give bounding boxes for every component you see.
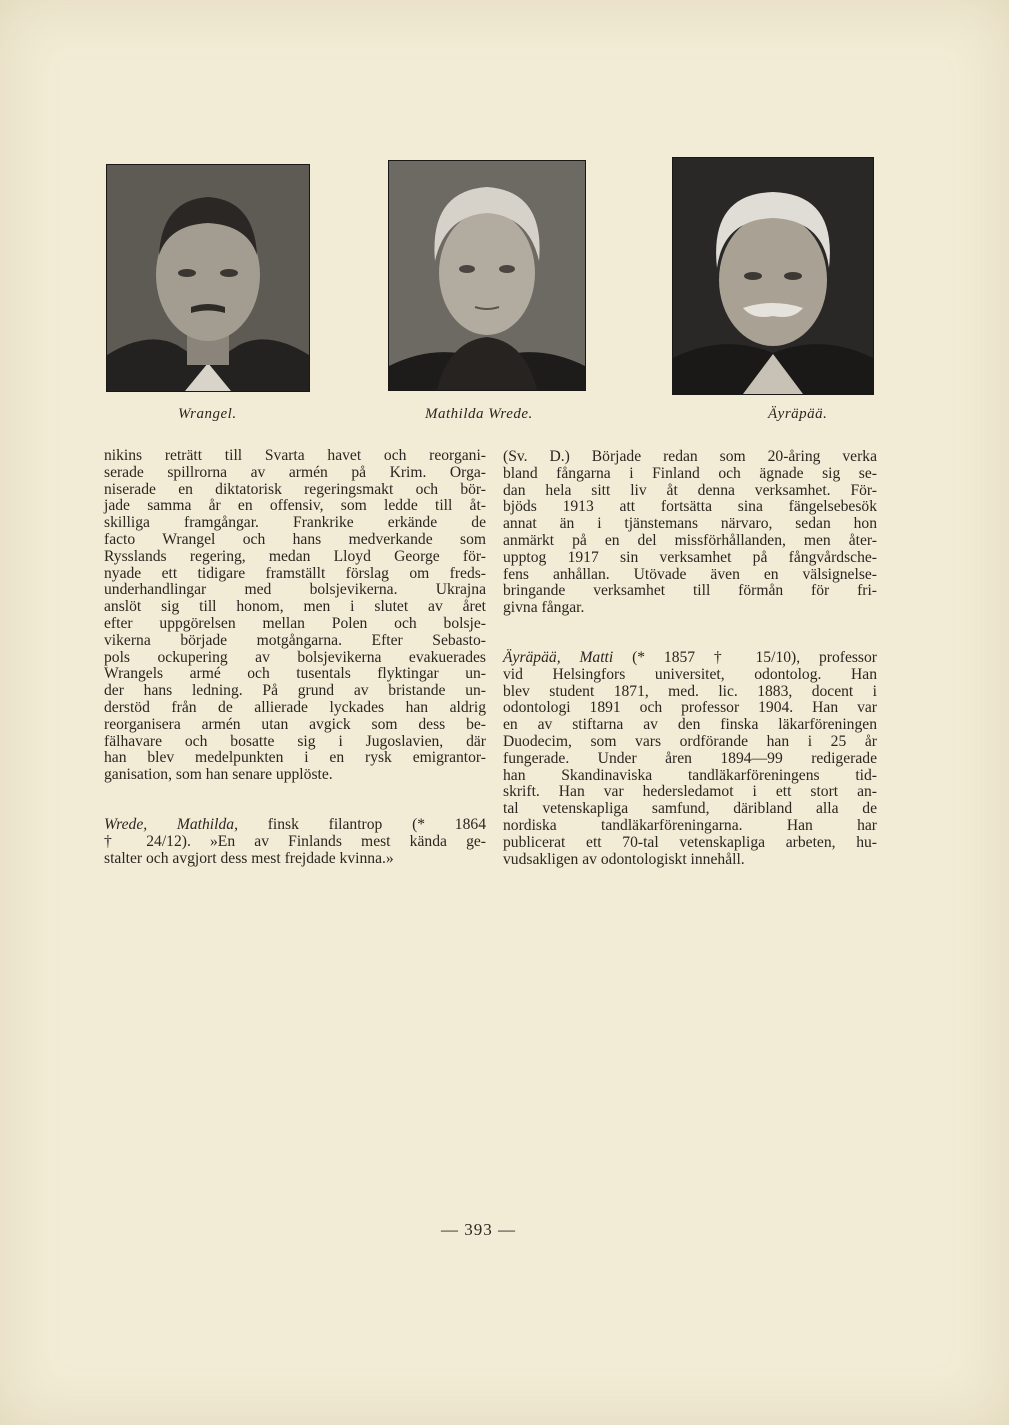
page-number: — 393 — [441,1220,516,1239]
text-line: nikins reträtt till Svarta havet och reorgani- [104,447,486,464]
text-line: jade samma år en offensiv, som ledde till åt- [104,497,486,515]
text-line: (Sv. D.) Började redan som 20-åring verka [503,448,877,465]
text-line: upptog 1917 sin verksamhet på fångvårdsche- [503,548,877,566]
caption-mathilda-wrede: Mathilda Wrede. [425,406,533,422]
text-line: publicerat ett 70-tal vetenskapliga arbeten, hu- [503,833,877,851]
entry-headword: Äyräpää, Matti [503,648,614,666]
text-line: derstöd från de allierade lyckades han aldrig [104,698,486,716]
text-line: † 24/12). »En av Finlands mest kända ge- [104,832,486,850]
text-line: pols ockupering av bolsjevikerna evakuerades [104,648,486,666]
text-line: bjöds 1913 att fortsätta sina fängelsebesök [503,498,877,516]
text-line: facto Wrangel och hans medverkande som [104,530,486,548]
text-line: tal vetenskapliga samfund, däribland alla de [503,800,877,818]
portrait-wrangel [106,164,310,392]
left-column [104,448,486,867]
text-line: blev student 1871, med. lic. 1883, docent i [503,682,877,700]
text-line: vid Helsingfors universitet, odontolog. Han [503,665,877,683]
right-column [503,449,877,868]
entry-text: finsk filantrop (* 1864 [237,815,486,833]
text-line: anslöt sig till honom, men i slutet av året [104,598,486,616]
text-line: underhandlingar med bolsjevikerna. Ukrajna [104,581,486,599]
text-line: fungerade. Under åren 1894—99 redigerade [503,749,877,767]
text-line: stalter och avgjort dess mest frejdade kvinna.» [104,849,394,867]
text-line: fälhavare och bosatte sig i Jugoslavien, där [104,732,486,750]
text-line: annat än i tjänstemans närvaro, sedan hon [503,515,877,533]
text-line: en av stiftarna av den finska läkarföreningen [503,716,877,734]
text-line: serade spillrorna av armén på Krim. Orga- [104,463,486,481]
text-line: der hans ledning. På grund av bristande un- [104,682,486,700]
text-line: vudsakligen av odontologiskt innehåll. [503,850,745,868]
ayrapaa-entry [503,650,877,868]
text-line: ganisation, som han senare upplöste. [104,766,333,784]
text-line: fens anhållan. Utövade även en välsignelse- [503,565,877,583]
text-line: skrift. Han var hedersledamot i ett stort an- [503,783,877,801]
wrede-entry [104,817,486,867]
entry-text: (* 1857 † 15/10), professor [613,648,877,666]
text-line: han blev medelpunkten i en rysk emigrantor- [104,749,486,767]
text-line: nyade ett tidigare framställt förslag om freds- [104,564,486,582]
text-line: reorganisera armén utan avgick som dess be- [104,715,486,733]
text-line: han Skandinaviska tandläkarföreningens tid- [503,766,877,784]
text-line: efter uppgörelsen mellan Polen och bolsje- [104,614,486,632]
text-line: bringande verksamhet till förmån för fri- [503,582,877,600]
caption-ayrapaa: Äyräpää. [768,406,828,422]
text-line: bland fångarna i Finland och ägnade sig se- [503,464,877,482]
text-line: odontologi 1891 och professor 1904. Han var [503,699,877,717]
wrede-entry-continuation [503,449,877,617]
text-line: anmärkt på en del missförhållanden, men åter- [503,531,877,549]
text-line: givna fångar. [503,599,585,617]
wrangel-entry-continuation [104,448,486,784]
text-line: vikerna började motgångarna. Efter Sebasto- [104,631,486,649]
caption-wrangel: Wrangel. [178,406,237,422]
text-line: niserade en diktatorisk regeringsmakt och bör- [104,480,486,498]
text-line: nordiska tandläkarföreningarna. Han har [503,816,877,834]
text-line: Wrangels armé och tusentals flyktingar un- [104,665,486,683]
text-line: dan hela sitt liv åt denna verksamhet. För- [503,481,877,499]
text-line [503,650,877,667]
text-line [104,817,486,834]
portrait-mathilda-wrede [388,160,586,391]
text-line: skilliga framgångar. Frankrike erkände de [104,514,486,532]
text-line: Duodecim, som vars ordförande han i 25 år [503,732,877,750]
portrait-matti-ayrapaa [672,157,874,395]
entry-headword: Wrede, Mathilda, [104,815,238,833]
text-line: Rysslands regering, medan Lloyd George för- [104,547,486,565]
